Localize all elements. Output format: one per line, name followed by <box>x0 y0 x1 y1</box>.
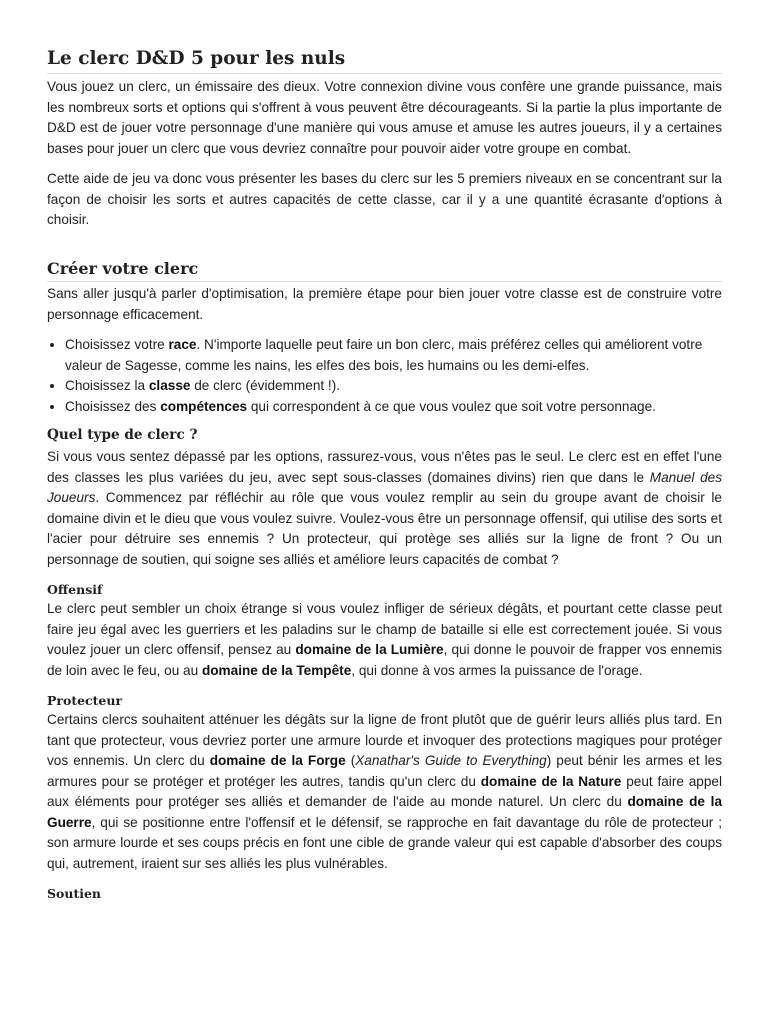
offensif-text: , qui donne le pouvoir de frapper vos ennemis de loin avec le feu, ou au <box>47 642 723 678</box>
subheading-offensif: Offensif <box>47 582 103 597</box>
competences-link[interactable]: compétences <box>160 398 248 414</box>
protecteur-text: ) peut bénir les armes et les armures pour se protéger et protéger les autres, tandis qu'un clerc du <box>47 753 723 789</box>
protecteur-text: Certains clercs souhaitent atténuer les dégâts sur la ligne de front plutôt que de guérir leurs alliés plus tard. En tant que protecteur, vous devriez porter une armure lourde et invoquer des protections magiques pour protéger vos ennemis. Un clerc du <box>47 712 722 768</box>
list-item <box>65 335 722 376</box>
offensif-text: , qui donne à vos armes la puissance de l'orage. <box>351 662 643 678</box>
list-item-text: de clerc (évidemment !). <box>190 378 341 393</box>
intro-section <box>47 77 722 231</box>
list-item <box>65 376 722 397</box>
creer-bullet-list <box>47 335 722 417</box>
protecteur-section <box>47 692 722 874</box>
intro-paragraph-2: Cette aide de jeu va donc vous présenter les bases du clerc sur les 5 premiers niveaux en se concentrant sur la façon de choisir les sorts et autres capacités de cette classe, car il y a une quantité écrasante d'options à choisir. <box>47 171 722 227</box>
intro-paragraph-1: Vous jouez un clerc, un émissaire des dieux. Votre connexion divine vous confère une grande puissance, mais les nombreux sorts et options qui s'offrent à vous peuvent être décourageants. Si la partie la plus importante de D&D est de jouer votre personnage d'une manière qui vous amuse et amuse les autres joueurs, il y a certaines bases pour jouer un clerc que vous devriez connaître pour pouvoir aider votre groupe en combat. <box>47 79 722 156</box>
offensif-section <box>47 581 722 681</box>
domaine-nature-link[interactable]: domaine de la Nature <box>480 773 622 789</box>
subheading-protecteur: Protecteur <box>47 693 123 708</box>
protecteur-text: , qui se positionne entre l'offensif et le défensif, se rapproche en fait davantage du rôle de protecteur ; son armure lourde et ses coups précis en font une cible de grande valeur qui est capable d'absorber des coups qui, autrement, iraient sur ses alliés les plus vulnérables. <box>47 814 722 871</box>
race-link[interactable]: race <box>168 337 197 352</box>
list-item-text: Choisissez votre <box>65 337 169 352</box>
section-heading-type: Quel type de clerc ? <box>47 427 198 443</box>
domaine-tempete-link[interactable]: domaine de la Tempête <box>201 662 352 678</box>
list-item-text: Choisissez des <box>65 398 161 414</box>
domaine-lumiere-link[interactable]: domaine de la Lumière <box>295 642 444 657</box>
type-section <box>47 447 722 570</box>
type-text: . Commencez par réfléchir au rôle que vous voulez remplir au sein du groupe avant de choisir le domaine divin et le dieu que vous voulez suivre. Voulez-vous être un personnage offensif, qui utilise des sorts et l'acier pour détruire ses ennemis ? Un protecteur, qui protège ses alliés sur la ligne de front ? Ou un personnage de soutien, qui soigne ses alliés et améliore leurs capacités de combat ? <box>47 490 722 567</box>
protecteur-text: peut faire appel aux éléments pour protéger ses alliés et demander de l'aide au monde naturel. Un clerc du <box>47 773 723 809</box>
type-text: Si vous vous sentez dépassé par les options, rassurez-vous, vous n'êtes pas le seul. Le clerc est en effet l'une des classes les plus variées du jeu, avec sept sous-classes (domaines divins) rien que dans le <box>47 449 722 485</box>
offensif-text: Le clerc peut sembler un choix étrange si vous voulez infliger de sérieux dégâts, et pourtant cette classe peut faire jeu égal avec les guerriers et les paladins sur le champ de bataille si elle est correctement jouée. Si vous voulez jouer un clerc offensif, pensez au <box>47 601 722 657</box>
subheading-soutien: Soutien <box>47 886 102 901</box>
domaine-forge-link[interactable]: domaine de la Forge <box>209 753 346 768</box>
soutien-section <box>47 885 722 903</box>
list-item-text: Choisissez la <box>65 378 149 393</box>
section-heading-creer: Créer votre clerc <box>47 258 722 282</box>
creer-paragraph: Sans aller jusqu'à parler d'optimisation, la première étape pour bien jouer votre classe est de construire votre personnage efficacement. <box>47 286 722 322</box>
creer-section <box>47 284 722 417</box>
book-title: Xanathar's Guide to Everything <box>355 753 547 768</box>
protecteur-paragraph <box>47 710 722 874</box>
offensif-paragraph <box>47 599 722 681</box>
protecteur-text: ( <box>345 753 356 768</box>
list-item-text: qui correspondent à ce que vous voulez que soit votre personnage. <box>247 398 656 414</box>
list-item <box>65 397 722 418</box>
classe-link[interactable]: classe <box>148 378 191 393</box>
page-title: Le clerc D&D 5 pour les nuls <box>47 47 722 74</box>
domaine-guerre-link[interactable]: domaine de la Guerre <box>47 794 723 830</box>
type-paragraph <box>47 447 722 570</box>
book-title: Manuel des Joueurs <box>47 469 723 505</box>
list-item-text: . N'importe laquelle peut faire un bon clerc, mais préférez celles qui améliorent votre valeur de Sagesse, comme les nains, les elfes des bois, les humains ou les demi-elfes. <box>65 337 703 373</box>
